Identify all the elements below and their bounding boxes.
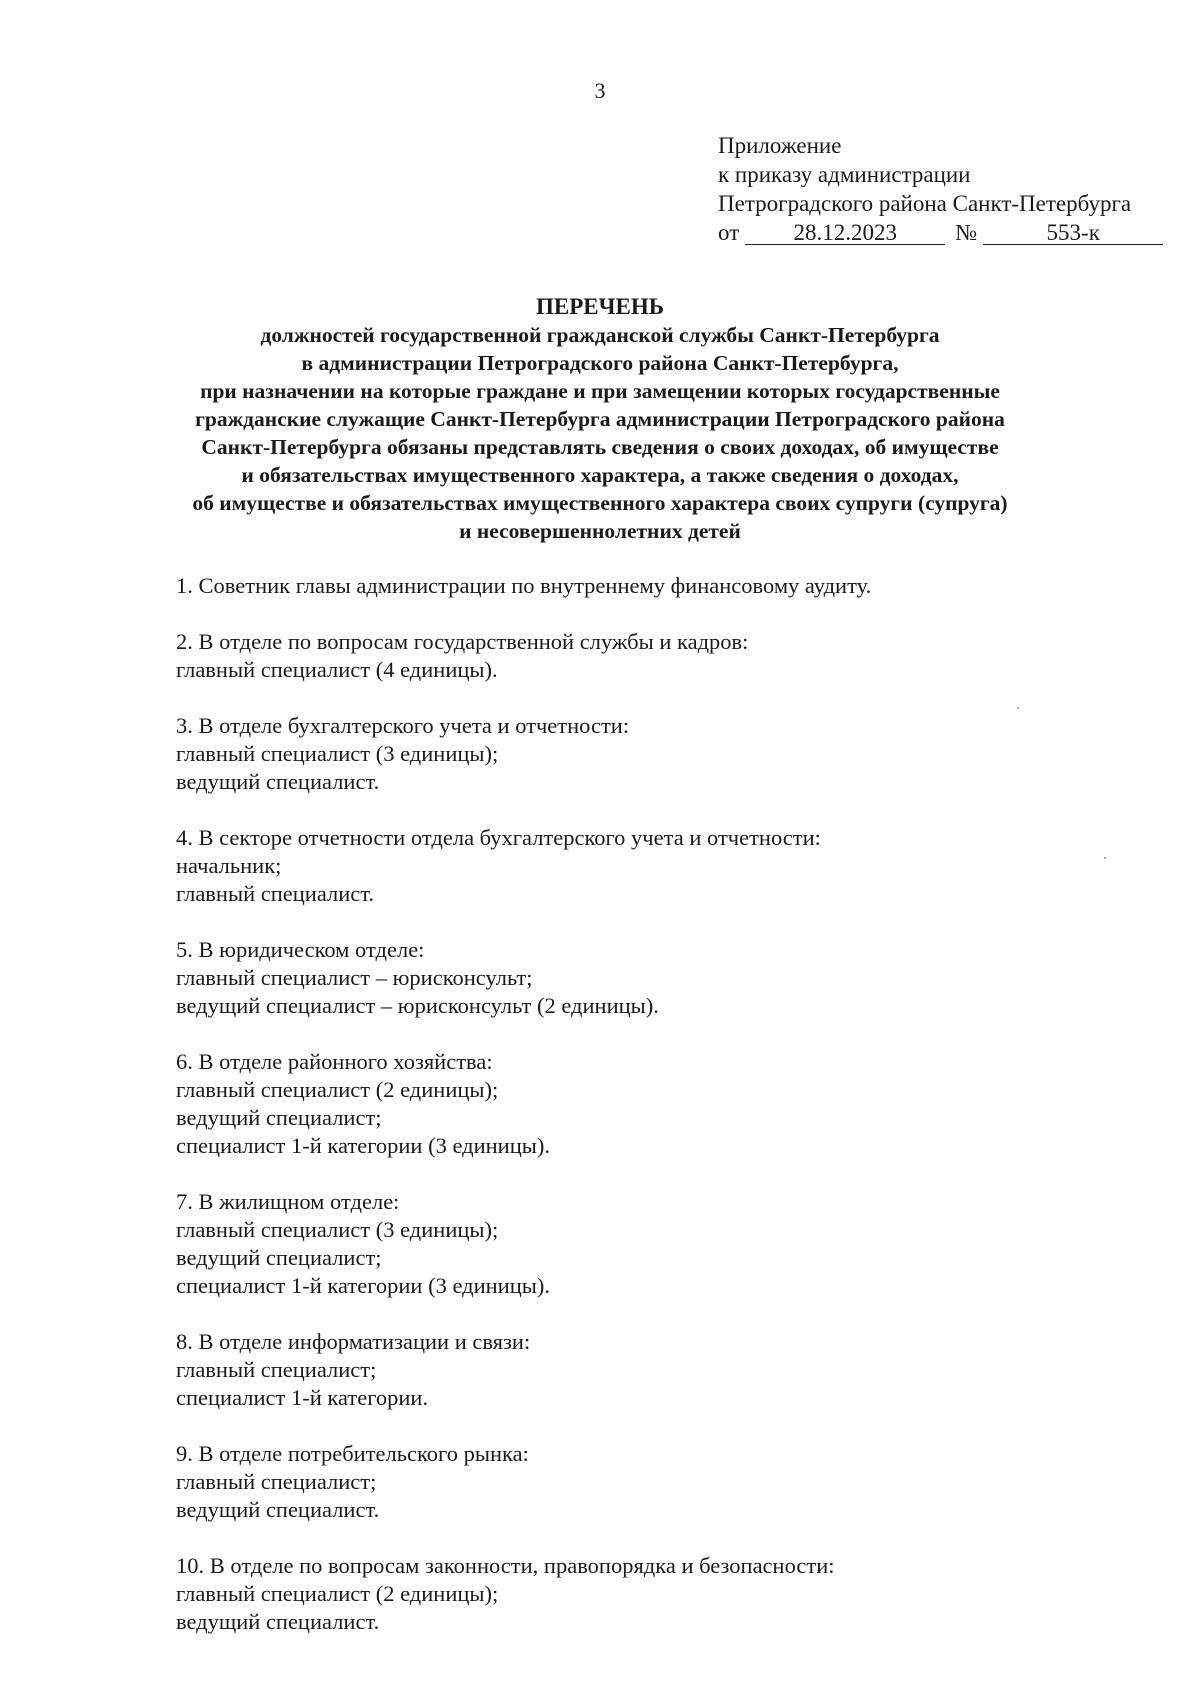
item-position: ведущий специалист; [176, 1105, 382, 1130]
item-position: специалист 1-й категории (3 единицы). [176, 1133, 550, 1158]
date-prefix: от [718, 220, 740, 245]
item-position: главный специалист (4 единицы). [176, 657, 498, 682]
title-line: в администрации Петроградского района Санкт-Петербурга, [301, 351, 899, 375]
appendix-order-ref: к приказу администрации [718, 162, 971, 187]
list-item [176, 1048, 1136, 1160]
item-heading: 7. В жилищном отделе: [176, 1189, 400, 1214]
appendix-date-number [718, 218, 1163, 247]
appendix-district: Петроградского района Санкт-Петербурга [718, 191, 1132, 216]
order-number: 553-к [983, 222, 1163, 245]
list-item [176, 1552, 1136, 1636]
item-heading: 10. В отделе по вопросам законности, правопорядка и безопасности: [176, 1553, 835, 1578]
item-position: главный специалист (3 единицы); [176, 1217, 499, 1242]
title-subtitle [0, 321, 1200, 545]
title-line: и несовершеннолетних детей [459, 519, 741, 543]
item-position: специалист 1-й категории. [176, 1385, 429, 1410]
scan-speck [1017, 707, 1019, 709]
order-date: 28.12.2023 [745, 222, 945, 245]
list-item [176, 1328, 1136, 1412]
item-heading: 1. Советник главы администрации по внутреннему финансовому аудиту. [176, 573, 872, 598]
item-position: главный специалист; [176, 1357, 377, 1382]
page-number: 3 [594, 78, 606, 103]
list-item [176, 824, 1136, 908]
item-position: главный специалист (3 единицы); [176, 741, 499, 766]
item-position: ведущий специалист. [176, 1497, 380, 1522]
document-title [0, 293, 1200, 545]
list-item [176, 628, 1136, 684]
item-heading: 9. В отделе потребительского рынка: [176, 1441, 529, 1466]
item-position: специалист 1-й категории (3 единицы). [176, 1273, 550, 1298]
item-position: ведущий специалист; [176, 1245, 382, 1270]
list-item [176, 1188, 1136, 1300]
item-position: главный специалист (2 единицы); [176, 1581, 499, 1606]
title-line: при назначении на которые граждане и при замещении которых государственные [200, 379, 1000, 403]
appendix-label: Приложение [718, 133, 842, 158]
title-line: гражданские служащие Санкт-Петербурга администрации Петроградского района [195, 407, 1005, 431]
title-heading: ПЕРЕЧЕНЬ [536, 294, 664, 319]
item-position: начальник; [176, 853, 282, 878]
item-heading: 8. В отделе информатизации и связи: [176, 1329, 531, 1354]
item-position: ведущий специалист – юрисконсульт (2 единицы). [176, 993, 659, 1018]
item-heading: 5. В юридическом отделе: [176, 937, 425, 962]
item-position: главный специалист – юрисконсульт; [176, 965, 533, 990]
item-position: главный специалист; [176, 1469, 377, 1494]
item-heading: 2. В отделе по вопросам государственной службы и кадров: [176, 629, 749, 654]
item-heading: 4. В секторе отчетности отдела бухгалтерского учета и отчетности: [176, 825, 821, 850]
item-heading: 3. В отделе бухгалтерского учета и отчетности: [176, 713, 630, 738]
title-line: и обязательствах имущественного характера, а также сведения о доходах, [241, 463, 959, 487]
item-position: ведущий специалист. [176, 1609, 380, 1634]
number-sign: № [955, 220, 978, 245]
title-line: Санкт-Петербурга обязаны представлять сведения о своих доходах, об имуществе [201, 435, 999, 459]
list-item [176, 936, 1136, 1020]
list-item [176, 572, 1136, 600]
item-position: главный специалист. [176, 881, 375, 906]
title-line: об имуществе и обязательствах имущественного характера своих супруги (супруга) [192, 491, 1008, 515]
list-item [176, 712, 1136, 796]
appendix-block [718, 131, 1163, 247]
item-heading: 6. В отделе районного хозяйства: [176, 1049, 493, 1074]
positions-list [176, 572, 1136, 1664]
scan-speck [1104, 857, 1106, 859]
list-item [176, 1440, 1136, 1524]
title-line: должностей государственной гражданской службы Санкт-Петербурга [260, 323, 940, 347]
item-position: ведущий специалист. [176, 769, 380, 794]
item-position: главный специалист (2 единицы); [176, 1077, 499, 1102]
